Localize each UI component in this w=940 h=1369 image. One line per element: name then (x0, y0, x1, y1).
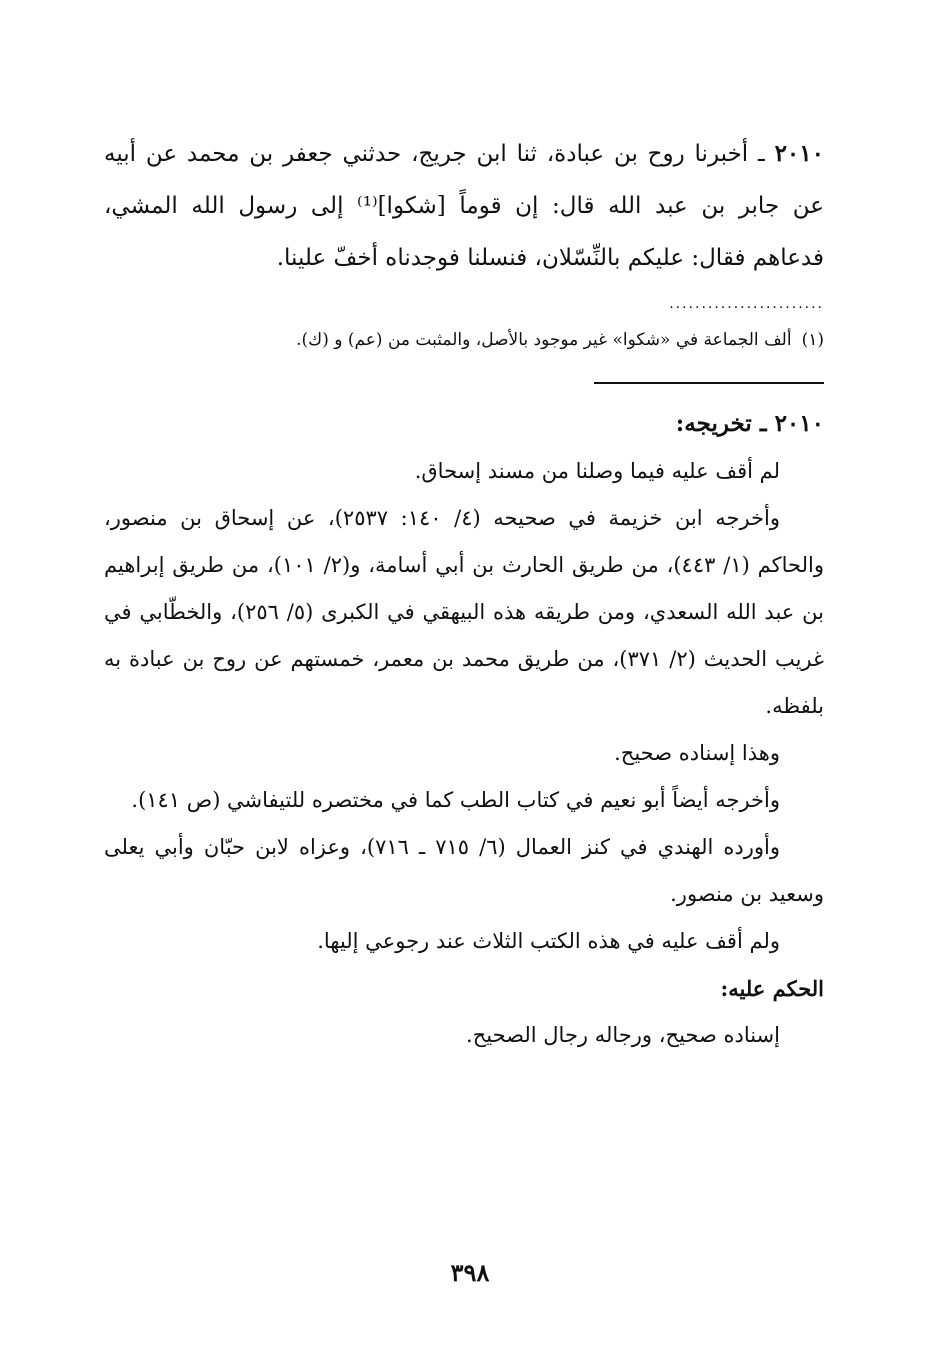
footnote (200, 326, 824, 354)
takhrij-paragraph-2: وأخرجه ابن خزيمة في صحيحه (٤/ ١٤٠: ٢٥٣٧)، عن إسحاق بن منصور، والحاكم (١/ ٤٤٣)، من طريق الحارث بن أبي أسامة، و(٢/ ١٠١)، من طريق إبراهيم بن عبد الله السعدي، ومن طريقه هذه البيهقي في الكبرى (٥/ ٢٥٦)، والخطّابي في غريب الحديث (٢/ ٣٧١)، من طريق محمد بن معمر، خمستهم عن روح بن عبادة به بلفظه. (104, 506, 824, 718)
footnote-text: ألف الجماعة في «شكوا» غير موجود بالأصل، والمثبت من (عم) و (ك). (296, 330, 792, 350)
takhrij-heading (104, 400, 824, 448)
takhrij-paragraph-5: وأورده الهندي في كنز العمال (٦/ ٧١٥ ـ ٧١٦)، وعزاه لابن حبّان وأبي يعلى وسعيد بن منصور. (104, 835, 824, 906)
takhrij-paragraph-6: ولم أقف عليه في هذه الكتب الثلاث عند رجوعي إليها. (317, 929, 780, 953)
takhrij-paragraph-1: لم أقف عليه فيما وصلنا من مسند إسحاق. (414, 459, 780, 483)
takhrij-section (104, 400, 824, 1059)
hukm-heading: الحكم عليه: (720, 976, 824, 1001)
footnote-separator-dots: ........................ (669, 296, 824, 312)
takhrij-paragraph-3: وهذا إسناده صحيح. (614, 741, 780, 765)
hadith-text-block (104, 128, 824, 284)
footnote-marker: (١) (801, 330, 824, 350)
takhrij-title: تخريجه: (675, 410, 752, 437)
hadith-body: أخبرنا روح بن عبادة، ثنا ابن جريج، حدثني جعفر بن محمد عن أبيه عن جابر بن عبد الله قال: إن قوماً [شكوا]⁽¹⁾ إلى رسول الله المشي، فدعاهم فقال: عليكم بالنِّسّلان، فنسلنا فوجدناه أخفّ علينا. (104, 141, 824, 271)
takhrij-paragraph-4: وأخرجه أيضاً أبو نعيم في كتاب الطب كما في مختصره للتيفاشي (ص ١٤١). (131, 788, 780, 812)
page-number: ٣٩٨ (450, 1258, 490, 1287)
hukm-text: إسناده صحيح، ورجاله رجال الصحيح. (466, 1023, 780, 1047)
takhrij-number: ٢٠١٠ (774, 410, 824, 437)
hadith-dash: ـ (748, 141, 775, 167)
takhrij-dash: ـ (751, 410, 775, 437)
section-divider-line (594, 382, 824, 384)
hadith-number: ٢٠١٠ (774, 140, 824, 167)
